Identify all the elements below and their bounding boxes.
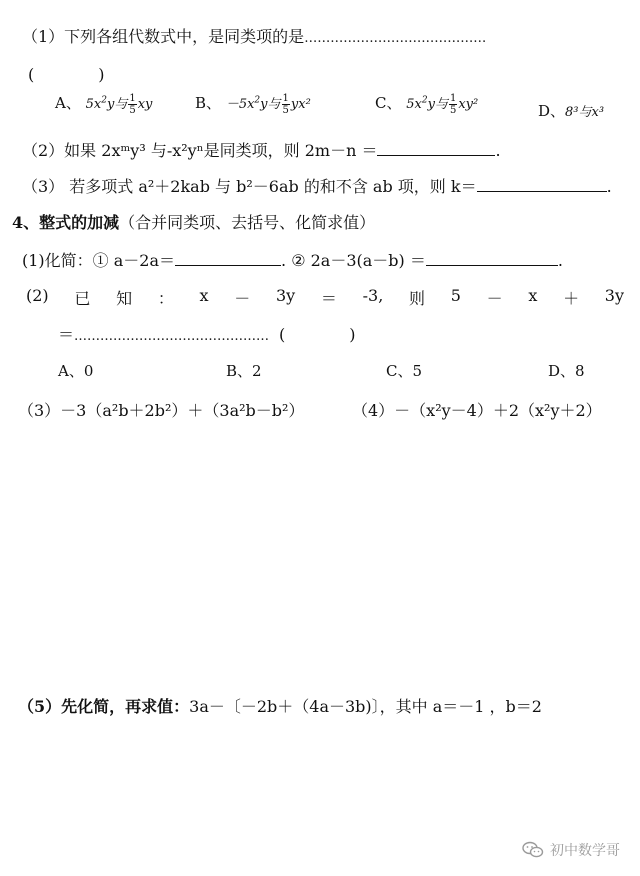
expr-part: y与 [260,97,281,112]
s2-token: x [528,286,538,305]
s2-line2 [58,322,356,345]
q2-tail: . [495,141,501,160]
expr-part: 5x [85,97,102,112]
s2-option-d[interactable]: D、8 [548,362,585,380]
s2-token: -3, [362,286,384,305]
s2-token: ＝ [320,289,337,308]
q1-option-a[interactable] [55,92,152,116]
q1-stem [22,24,486,47]
s5-label: （5）先化简，再求值： [18,697,190,716]
q1-option-d[interactable] [538,100,604,121]
s2-token: ： [157,289,174,308]
s2-token: － [486,289,503,308]
option-label: C、 [375,94,402,112]
q3-answer-blank[interactable] [477,191,607,192]
expr-part: xy² [458,97,479,112]
q2-text: （2）如果 2xᵐy³ 与-x²yⁿ是同类项，则 2m－n ＝ [22,141,378,160]
q3 [22,174,612,197]
s3-expression: （3）－3（a²b＋2b²）＋（3a²b－b²） [18,401,305,420]
s1 [22,248,563,271]
s4-expression: （4）－（x²y－4）＋2（x²y＋2） [352,401,602,420]
s2-answer-paren: ( ) [279,325,356,344]
s2-token: ＋ [563,289,580,308]
fraction: $\frac{1}{5}$ [129,92,136,116]
s2-token: 则 [409,289,426,308]
s1-mid: . ② 2a－3(a－b) ＝ [281,251,426,270]
q3-text: （3） 若多项式 a²＋2kab 与 b²－6ab 的和不含 ab 项，则 k＝ [22,177,477,196]
s2-token: － [234,289,251,308]
expr-part: yx² [290,97,311,112]
s2-line1 [26,286,624,309]
s2-eq: ＝ [58,325,75,344]
q1-dots: …………………………………… [304,31,487,46]
option-label: D、 [538,102,566,120]
s2-token: x [199,286,209,305]
watermark [522,840,620,860]
q1-answer-paren: ( ) [28,65,105,84]
s5-text: 3a－〔－2b＋（4a－3b)〕，其中 a＝－1 ，b＝2 [189,697,542,716]
s2-dots: ……………………………………… [74,329,270,344]
s1-text: (1)化简：① a－2a＝ [22,251,176,270]
section-4-heading [12,210,375,233]
expr-part: xy [137,97,153,112]
s2-token: (2) [26,286,49,305]
fraction: $\frac{1}{5}$ [282,92,289,116]
expr-part: y与 [427,97,448,112]
expr-exponent: 2 [101,95,107,106]
s5 [18,694,542,717]
expr-part: －5x [225,97,255,112]
q2 [22,138,501,161]
watermark-text: 初中数学哥 [550,843,620,859]
q1-option-c[interactable] [375,92,478,116]
q3-tail: . [606,177,612,196]
s1-blank-1[interactable] [175,265,281,266]
s1-blank-2[interactable] [426,265,558,266]
q1-option-b[interactable] [195,92,311,116]
s2-token: 知 [116,289,133,308]
s2-token: 已 [74,289,91,308]
expr-exponent: 2 [254,95,261,106]
s2-option-c[interactable]: C、5 [386,362,423,380]
section-4-title: 4、整式的加减 [12,213,120,232]
q1-stem-text: （1）下列各组代数式中，是同类项的是 [22,27,305,46]
s2-token: 5 [450,286,461,305]
s2-token: 3y [275,286,296,305]
s2-option-a[interactable]: A、0 [58,362,94,380]
expr-part: y与 [106,97,128,112]
section-4-subtitle: （合并同类项、去括号、化简求值） [119,213,376,232]
expr-part: 5x [406,97,422,112]
expr-exponent: 2 [421,95,428,106]
q2-answer-blank[interactable] [377,155,495,156]
option-label: B、 [195,94,222,112]
fraction: $\frac{1}{5}$ [449,92,457,116]
wechat-icon [522,841,544,859]
option-label: A、 [55,94,81,112]
expr-part: 8³与x³ [565,105,605,120]
s2-option-b[interactable]: B、2 [226,362,262,380]
s1-tail: . [557,251,563,270]
s2-token: 3y [604,286,624,305]
